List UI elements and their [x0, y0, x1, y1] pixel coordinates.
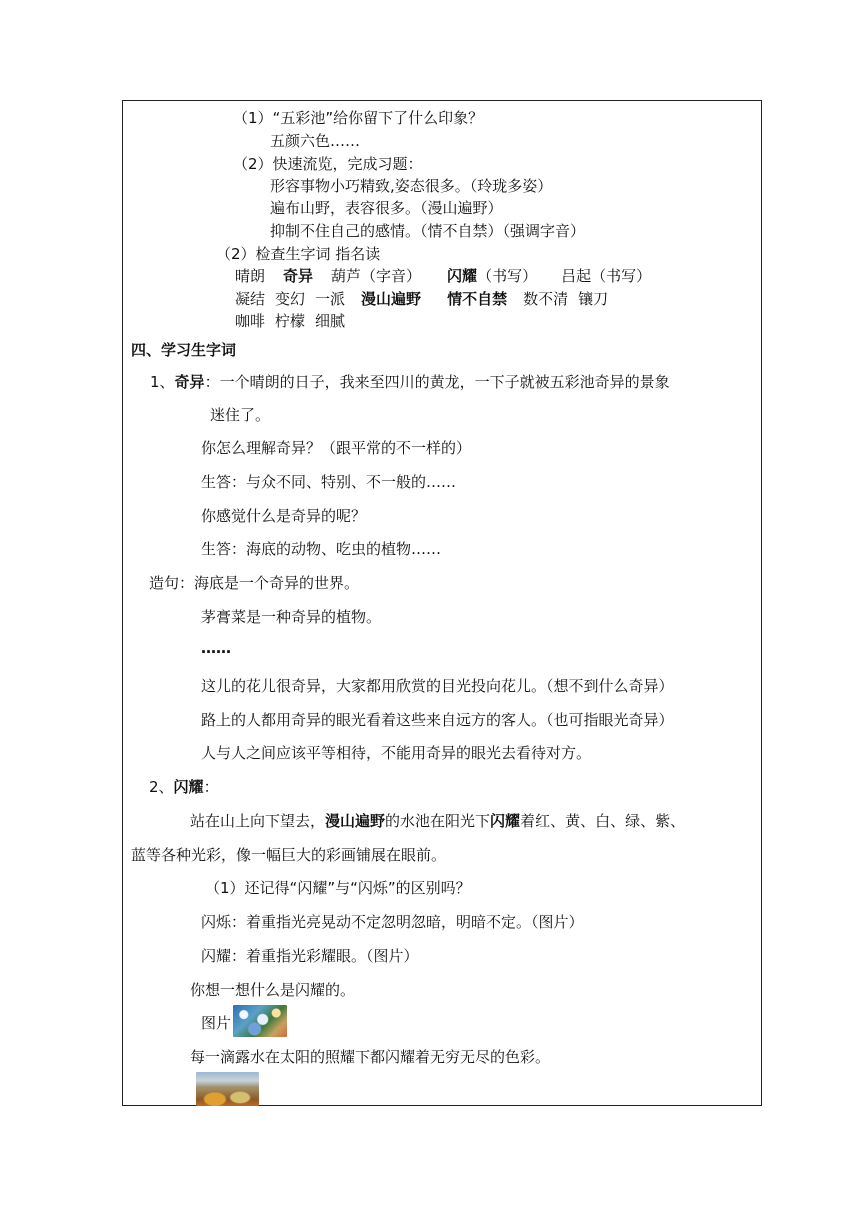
shanyao-definition: 闪耀：着重指光彩耀眼。（图片） [201, 947, 419, 965]
vocab-word: 细腻 [315, 312, 346, 330]
vocab-word: 柠檬 [275, 312, 306, 330]
dewdrop-sentence: 每一滴露水在太阳的照耀下都闪耀着无穷无尽的色彩。 [190, 1048, 551, 1066]
keyword-qiyi: 奇异 [174, 373, 205, 391]
question-feel: 你感觉什么是奇异的呢？ [201, 507, 367, 525]
vocab-word: 凝结 [235, 290, 266, 308]
example-sentence-3: 这儿的花儿很奇异，大家都用欣赏的目光投向花儿。（想不到什么奇异） [201, 677, 674, 695]
keyword-shanyao: 闪耀 [173, 778, 204, 796]
qiyi-intro [150, 372, 670, 392]
item-number: 1、 [150, 373, 175, 391]
vocab-word: 葫芦（字音） [331, 267, 422, 285]
shanyao-heading [149, 777, 219, 797]
vocab-word-bold: 情不自禁 [447, 290, 508, 308]
exercise-line-3: 抑制不住自己的感情。（情不自禁）（强调字音） [270, 222, 586, 240]
landscape-picture [196, 1072, 259, 1106]
vocab-word-bold: 闪耀 [447, 267, 478, 285]
vocab-word: 变幻 [275, 290, 306, 308]
example-sentence-2: 茅膏菜是一种奇异的植物。 [201, 608, 382, 626]
vocab-note: （书写） [477, 267, 538, 285]
passage-text: 着红、黄、白、绿、紫、 [520, 812, 686, 830]
qiyi-sentence: ：一个晴朗的日子，我来至四川的黄龙，一下子就被五彩池奇异的景象 [204, 373, 670, 391]
section-heading: 四、学习生字词 [131, 341, 237, 359]
ellipsis: …… [201, 639, 231, 657]
vocab-word: 一派 [315, 290, 346, 308]
check-vocab-heading: （2）检查生字词 指名读 [216, 245, 381, 263]
exercise-line-1: 形容事物小巧精致,姿态很多。（玲珑多姿） [270, 177, 553, 195]
student-answer-1: 生答：与众不同、特别、不一般的…… [201, 473, 457, 491]
task-browse: （2）快速流览，完成习题： [233, 155, 423, 173]
vocab-word: 吕起（书写） [561, 267, 652, 285]
example-sentence-5: 人与人之间应该平等相待，不能用奇异的眼光去看待对方。 [201, 744, 592, 762]
passage-text: 站在山上向下望去， [190, 812, 326, 830]
qiyi-sentence-cont: 迷住了。 [210, 406, 271, 424]
vocab-word: 晴朗 [235, 267, 266, 285]
dewdrop-picture [233, 1005, 287, 1037]
picture-label: 图片 [201, 1014, 232, 1032]
vocab-word: 咖啡 [235, 312, 266, 330]
example-sentence-4: 路上的人都用奇异的眼光看着这些来自远方的客人。（也可指眼光奇异） [201, 711, 674, 729]
item-number: 2、 [149, 778, 174, 796]
shanshuo-definition: 闪烁：着重指光亮晃动不定忽明忽暗，明暗不定。（图片） [201, 913, 584, 931]
text-passage-line-2: 蓝等各种光彩，像一幅巨大的彩画铺展在眼前。 [131, 846, 447, 864]
vocab-word: 镶刀 [578, 290, 609, 308]
answer-colorful: 五颜六色…… [270, 132, 361, 150]
vocab-row-2 [235, 289, 608, 309]
vocab-word-bold: 奇异 [283, 267, 314, 285]
vocab-row-1 [235, 266, 651, 286]
think-prompt: 你想一想什么是闪耀的。 [190, 981, 356, 999]
make-sentence: 造句：海底是一个奇异的世界。 [149, 574, 360, 592]
passage-bold: 闪耀 [490, 812, 521, 830]
vocab-word-bold: 漫山遍野 [361, 290, 422, 308]
vocab-row-3 [235, 311, 345, 331]
passage-bold: 漫山遍野 [325, 812, 386, 830]
colon: ： [203, 778, 219, 796]
vocab-word: 数不清 [523, 290, 569, 308]
question-impression: （1）“五彩池”给你留下了什么印象？ [233, 109, 484, 127]
compare-question: （1）还记得“闪耀”与“闪烁”的区别吗？ [205, 879, 471, 897]
student-answer-2: 生答：海底的动物、吃虫的植物…… [201, 540, 442, 558]
text-passage-line-1 [190, 811, 685, 831]
passage-text: 的水池在阳光下 [385, 812, 491, 830]
question-qiyi: 你怎么理解奇异？（跟平常的不一样的） [201, 439, 472, 457]
exercise-line-2: 遍布山野，表容很多。（漫山遍野） [270, 199, 503, 217]
